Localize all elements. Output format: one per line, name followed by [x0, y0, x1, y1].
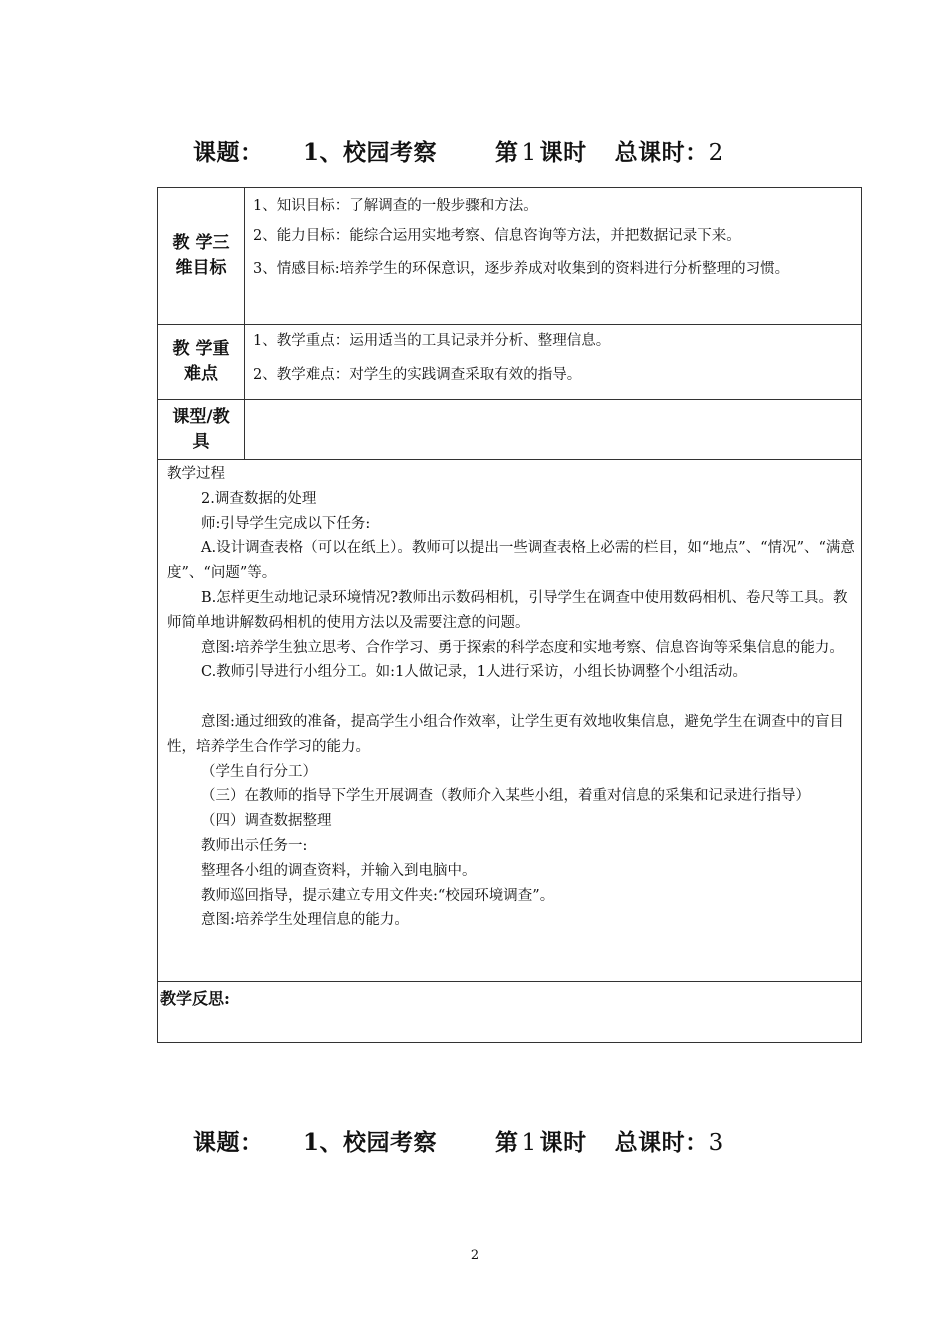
- key-point-item: 1、教学重点：运用适当的工具记录并分析、整理信息。: [253, 333, 611, 349]
- header-period-suffix: 课时: [539, 1129, 587, 1156]
- key-points-content: [245, 325, 862, 400]
- process-line: 2.调查数据的处理: [201, 490, 317, 507]
- objectives-label: [158, 188, 245, 325]
- process-blank-line: [167, 685, 855, 710]
- process-line: （四）调查数据整理: [201, 813, 332, 830]
- key-points-label: [158, 325, 245, 400]
- reflection-section: [158, 982, 862, 1043]
- header-total-value: 3: [708, 1130, 724, 1156]
- objectives-label-text: 教 学三维目标: [172, 233, 230, 278]
- objectives-content: [245, 188, 862, 325]
- lesson-header-next: [193, 1124, 724, 1157]
- objective-item: 2、能力目标：能综合运用实地考察、信息咨询等方法，并把数据记录下来。: [253, 228, 741, 244]
- header-period-number: 1: [521, 140, 537, 166]
- reflection-label: 教学反思:: [160, 989, 230, 1008]
- process-line: 整理各小组的调查资料，并输入到电脑中。: [201, 862, 477, 879]
- process-line: 意图:通过细致的准备，提高学生小组合作效率，让学生更有效地收集信息，避免学生在调查中的盲目性，培养学生合作学习的能力。: [167, 713, 844, 755]
- header-lesson-title: 1、校园考察: [303, 1129, 438, 1156]
- process-line: 教师出示任务一:: [201, 837, 308, 854]
- process-line: B.怎样更生动地记录环境情况?教师出示数码相机，引导学生在调查中使用数码相机、卷尺等工具。教师简单地讲解数码相机的使用方法以及需要注意的问题。: [167, 589, 848, 631]
- header-lesson-title: 1、校园考察: [303, 139, 438, 166]
- page-number: 2: [470, 1248, 480, 1263]
- process-line: 意图:培养学生处理信息的能力。: [201, 912, 409, 929]
- lesson-plan-table: [157, 187, 862, 1043]
- process-line: 意图:培养学生独立思考、合作学习、勇于探索的科学态度和实地考察、信息咨询等采集信息的能力。: [201, 639, 844, 656]
- lesson-header: [193, 134, 724, 167]
- process-line: A.设计调查表格（可以在纸上）。教师可以提出一些调查表格上必需的栏目，如“地点”、“情况”、“满意度”、“问题”等。: [167, 540, 855, 582]
- lesson-type-label-text: 课型/教具: [172, 406, 230, 452]
- teaching-process: [158, 460, 862, 982]
- header-total-label: 总课时：: [614, 139, 709, 166]
- header-label: 课题：: [193, 1129, 264, 1156]
- process-line: 师:引导学生完成以下任务:: [201, 515, 371, 532]
- lesson-type-content: [245, 400, 862, 460]
- header-total-label: 总课时：: [614, 1129, 709, 1156]
- header-period-prefix: 第: [495, 139, 519, 166]
- process-line: （三）在教师的指导下学生开展调查（教师介入某些小组，着重对信息的采集和记录进行指导）: [201, 788, 810, 805]
- objective-item: 3、情感目标:培养学生的环保意识，逐步养成对收集到的资料进行分析整理的习惯。: [253, 261, 790, 277]
- header-period-suffix: 课时: [539, 139, 587, 166]
- key-points-label-text: 教 学重难点: [172, 339, 230, 384]
- header-label: 课题：: [193, 139, 264, 166]
- lesson-type-label: [158, 400, 245, 460]
- process-line: C.教师引导进行小组分工。如:1人做记录，1人进行采访，小组长协调整个小组活动。: [201, 664, 748, 681]
- header-period-number: 1: [521, 1130, 537, 1156]
- header-total-value: 2: [708, 140, 724, 166]
- process-line: 教师巡回指导，提示建立专用文件夹:“校园环境调查”。: [201, 887, 555, 904]
- process-title: 教学过程: [167, 466, 225, 482]
- header-period-prefix: 第: [495, 1129, 519, 1156]
- key-point-item: 2、教学难点：对学生的实践调查采取有效的指导。: [253, 367, 582, 383]
- objective-item: 1、知识目标：了解调查的一般步骤和方法。: [253, 198, 538, 214]
- process-line: （学生自行分工）: [201, 763, 317, 780]
